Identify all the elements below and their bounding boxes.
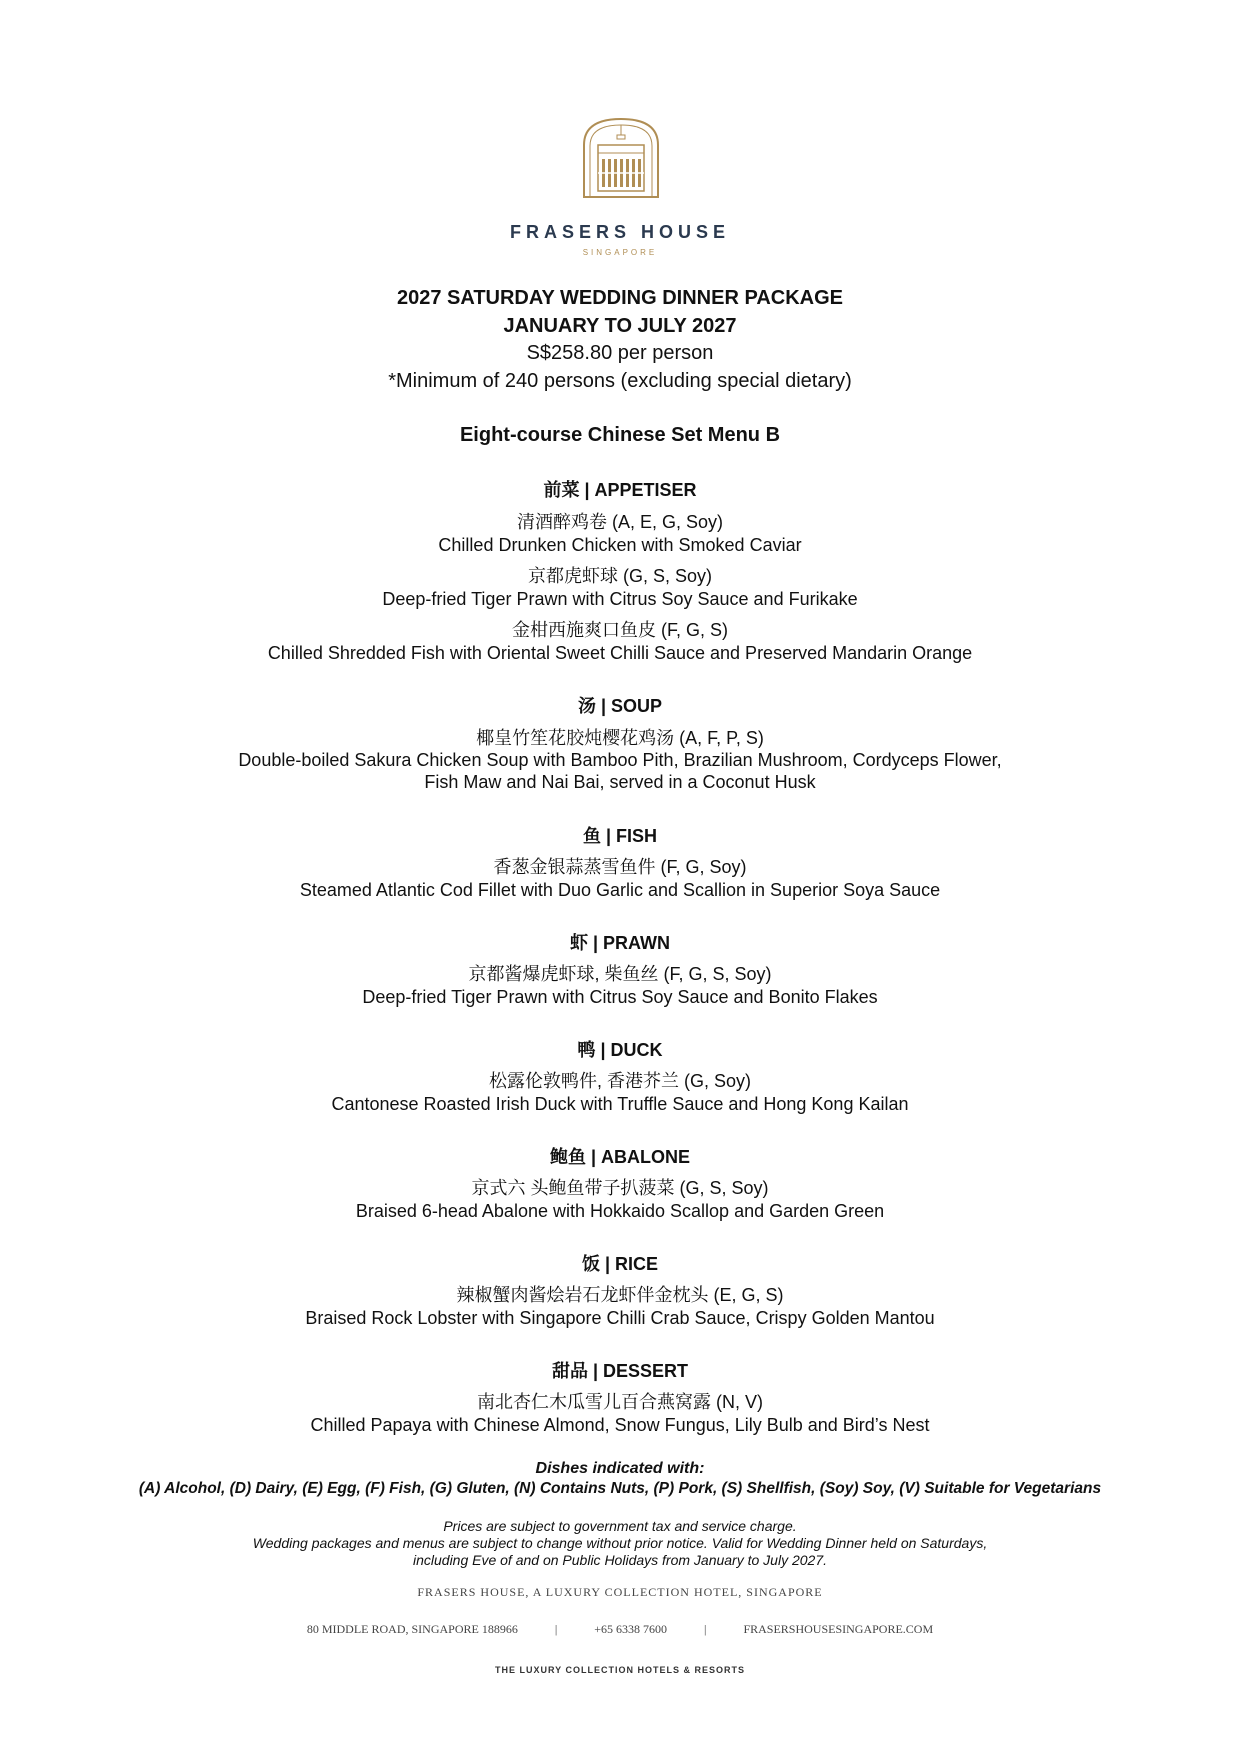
dish-line: 椰皇竹笙花胶炖樱花鸡汤 (A, F, P, S)	[476, 728, 764, 748]
dish-line: Braised Rock Lobster with Singapore Chilli Crab Sauce, Crispy Golden Mantou	[305, 1308, 935, 1328]
package-period: JANUARY TO JULY 2027	[503, 315, 737, 337]
allergen-legend: (A) Alcohol, (D) Dairy, (E) Egg, (F) Fish, (G) Gluten, (N) Contains Nuts, (P) Pork, (S) Shellfish, (Soy) Soy, (V) Suitable for Vegetarians	[138, 1480, 1102, 1497]
section-heading-appetiser: 前菜 | APPETISER	[543, 480, 697, 500]
dish-line: 金柑西施爽口鱼皮 (F, G, S)	[512, 620, 728, 640]
dish-line: Fish Maw and Nai Bai, served in a Coconut Husk	[424, 772, 816, 792]
section-heading-abalone: 鲍鱼 | ABALONE	[549, 1147, 691, 1167]
section-heading-fish: 鱼 | FISH	[582, 826, 658, 846]
dish-line: Chilled Drunken Chicken with Smoked Caviar	[438, 535, 802, 555]
section-heading-prawn: 虾 | PRAWN	[569, 933, 671, 953]
dish-line: 南北杏仁木瓜雪儿百合燕窝露 (N, V)	[477, 1392, 763, 1412]
dish-line: 京都酱爆虎虾球, 柴鱼丝 (F, G, S, Soy)	[468, 964, 772, 984]
footer-address: 80 MIDDLE ROAD, SINGAPORE 188966	[306, 1622, 518, 1636]
package-title: 2027 SATURDAY WEDDING DINNER PACKAGE	[396, 287, 843, 309]
section-heading-duck: 鸭 | DUCK	[577, 1040, 663, 1060]
hotel-brand-name: FRASERS HOUSE	[509, 222, 731, 242]
allergen-legend-title: Dishes indicated with:	[535, 1460, 705, 1477]
dish-line: 清酒醉鸡卷 (A, E, G, Soy)	[516, 512, 724, 532]
footer-contact-row	[0, 1622, 1240, 1637]
footer-hotel-name: FRASERS HOUSE, A LUXURY COLLECTION HOTEL, SINGAPORE	[417, 1585, 823, 1599]
menu-title: Eight-course Chinese Set Menu B	[459, 424, 781, 446]
dish-line: 香葱金银蒜蒸雪鱼件 (F, G, Soy)	[493, 857, 747, 877]
dish-line: Deep-fried Tiger Prawn with Citrus Soy Sauce and Furikake	[382, 589, 858, 609]
terms-note: including Eve of and on Public Holidays from January to July 2027.	[412, 1552, 827, 1568]
dish-line: Double-boiled Sakura Chicken Soup with Bamboo Pith, Brazilian Mushroom, Cordyceps Flower,	[238, 750, 1002, 770]
dish-line: 京都虎虾球 (G, S, Soy)	[527, 566, 713, 586]
terms-note: Wedding packages and menus are subject to change without prior notice. Valid for Wedding Dinner held on Saturdays,	[252, 1535, 988, 1551]
footer-separator: |	[704, 1622, 707, 1636]
package-minimum: *Minimum of 240 persons (excluding special dietary)	[388, 370, 852, 392]
dish-line: 京式六 头鲍鱼带子扒菠菜 (G, S, Soy)	[471, 1178, 769, 1198]
hotel-logo-icon	[580, 115, 662, 199]
section-heading-dessert: 甜品 | DESSERT	[551, 1361, 689, 1381]
dish-line: 松露伦敦鸭件, 香港芥兰 (G, Soy)	[488, 1071, 751, 1091]
dish-line: 辣椒蟹肉酱烩岩石龙虾伴金枕头 (E, G, S)	[456, 1285, 784, 1305]
dish-line: Braised 6-head Abalone with Hokkaido Scallop and Garden Green	[355, 1201, 885, 1221]
section-heading-soup: 汤 | SOUP	[577, 696, 663, 716]
dish-line: Chilled Papaya with Chinese Almond, Snow Fungus, Lily Bulb and Bird’s Nest	[310, 1415, 930, 1435]
dish-line: Deep-fried Tiger Prawn with Citrus Soy Sauce and Bonito Flakes	[362, 987, 878, 1007]
footer-separator: |	[554, 1622, 558, 1636]
hotel-brand-location: SINGAPORE	[582, 248, 658, 257]
dish-line: Steamed Atlantic Cod Fillet with Duo Garlic and Scallion in Superior Soya Sauce	[299, 880, 941, 900]
section-heading-rice: 饭 | RICE	[581, 1254, 659, 1274]
terms-note: Prices are subject to government tax and service charge.	[443, 1518, 797, 1534]
footer-website-link[interactable]: FRASERSHOUSESINGAPORE.COM	[743, 1622, 934, 1636]
luxury-collection-logo: THE LUXURY COLLECTION HOTELS & RESORTS	[494, 1665, 745, 1675]
dish-line: Chilled Shredded Fish with Oriental Sweet Chilli Sauce and Preserved Mandarin Orange	[267, 643, 973, 663]
package-price: S$258.80 per person	[526, 342, 714, 364]
footer-phone[interactable]: +65 6338 7600	[594, 1622, 668, 1636]
dish-line: Cantonese Roasted Irish Duck with Truffle Sauce and Hong Kong Kailan	[331, 1094, 909, 1114]
